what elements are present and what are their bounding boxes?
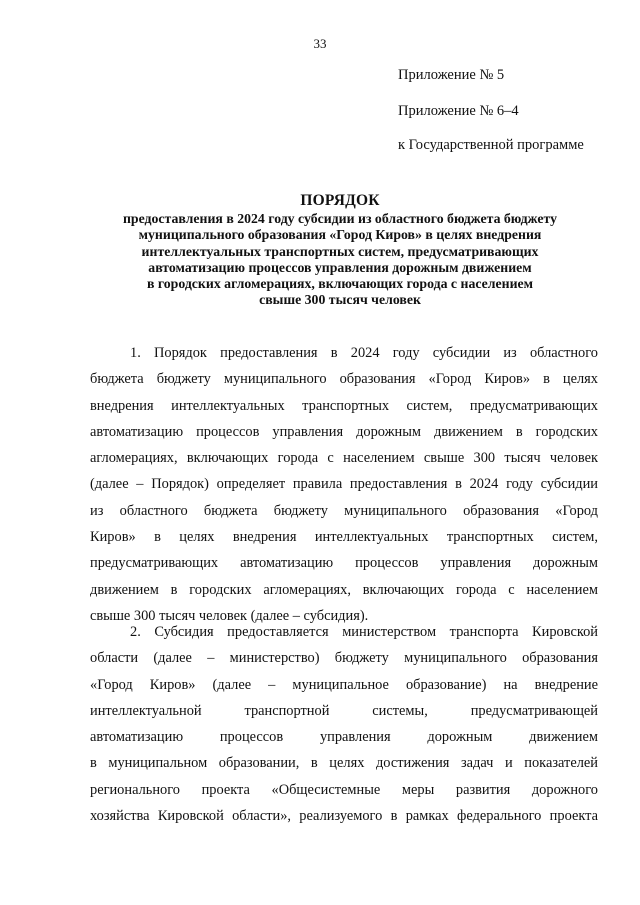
document-heading [60,191,620,309]
paragraph-line: бюджета бюджету муниципального образования «Город Киров» в целях [90,371,598,388]
paragraph-line: предусматривающих автоматизацию процессов управления дорожным [90,555,598,572]
heading-subtitle-line: автоматизацию процессов управления дорожным движением [148,259,532,275]
page-number: 33 [313,36,327,51]
paragraph-line: «Город Киров» (далее – муниципальное образование) на внедрение [90,676,598,693]
paragraph-line: хозяйства Кировской области», реализуемого в рамках федерального проекта [90,808,598,825]
paragraph-line: (далее – Порядок) определяет правила предоставления в 2024 году субсидии [90,476,598,493]
paragraph-line: движением в городских агломерациях, включающих города с населением [90,581,598,598]
heading-subtitle-line: предоставления в 2024 году субсидии из областного бюджета бюджету [122,211,557,226]
paragraph-line: регионального проекта «Общесистемные меры развития дорожного [90,781,598,798]
paragraph-line: 2. Субсидия предоставляется министерством транспорта Кировской [130,624,598,640]
paragraph-2 [90,619,598,829]
paragraph-line: области (далее – министерство) бюджету муниципального образования [90,650,598,667]
appendix-line-2: Приложение № 6–4 [398,103,519,119]
paragraph-line: автоматизацию процессов управления дорожным движением в городских [90,423,598,440]
heading-subtitle-line: муниципального образования «Город Киров» в целях внедрения [138,227,542,243]
paragraph-line: агломерациях, включающих города с населением свыше 300 тысяч человек [90,450,598,467]
paragraph-line: из областного бюджета бюджету муниципального образования «Город [90,502,598,519]
paragraph-line: в муниципальном образовании, в целях достижения задач и показателей [90,755,598,772]
paragraph-line: интеллектуальной транспортной системы, предусматривающей [90,702,598,719]
appendix-line-3: к Государственной программе [398,137,584,153]
paragraph-line: 1. Порядок предоставления в 2024 году субсидии из областного [130,345,598,361]
paragraph-line: свыше 300 тысяч человек (далее – субсидия). [90,607,369,624]
heading-subtitle-line: в городских агломерациях, включающих города с населением [146,276,534,292]
paragraph-line: внедрения интеллектуальных транспортных систем, предусматривающих [90,397,598,414]
paragraph-line: Киров» в целях внедрения интеллектуальных транспортных систем, [90,529,598,546]
paragraph-line: автоматизацию процессов управления дорожным движением [90,729,598,746]
paragraph-1 [90,340,598,629]
heading-subtitle-line: интеллектуальных транспортных систем, предусматривающих [141,243,539,259]
heading-title: ПОРЯДОК [300,192,380,209]
appendix-line-1: Приложение № 5 [398,67,505,83]
heading-subtitle-line: свыше 300 тысяч человек [259,292,421,308]
